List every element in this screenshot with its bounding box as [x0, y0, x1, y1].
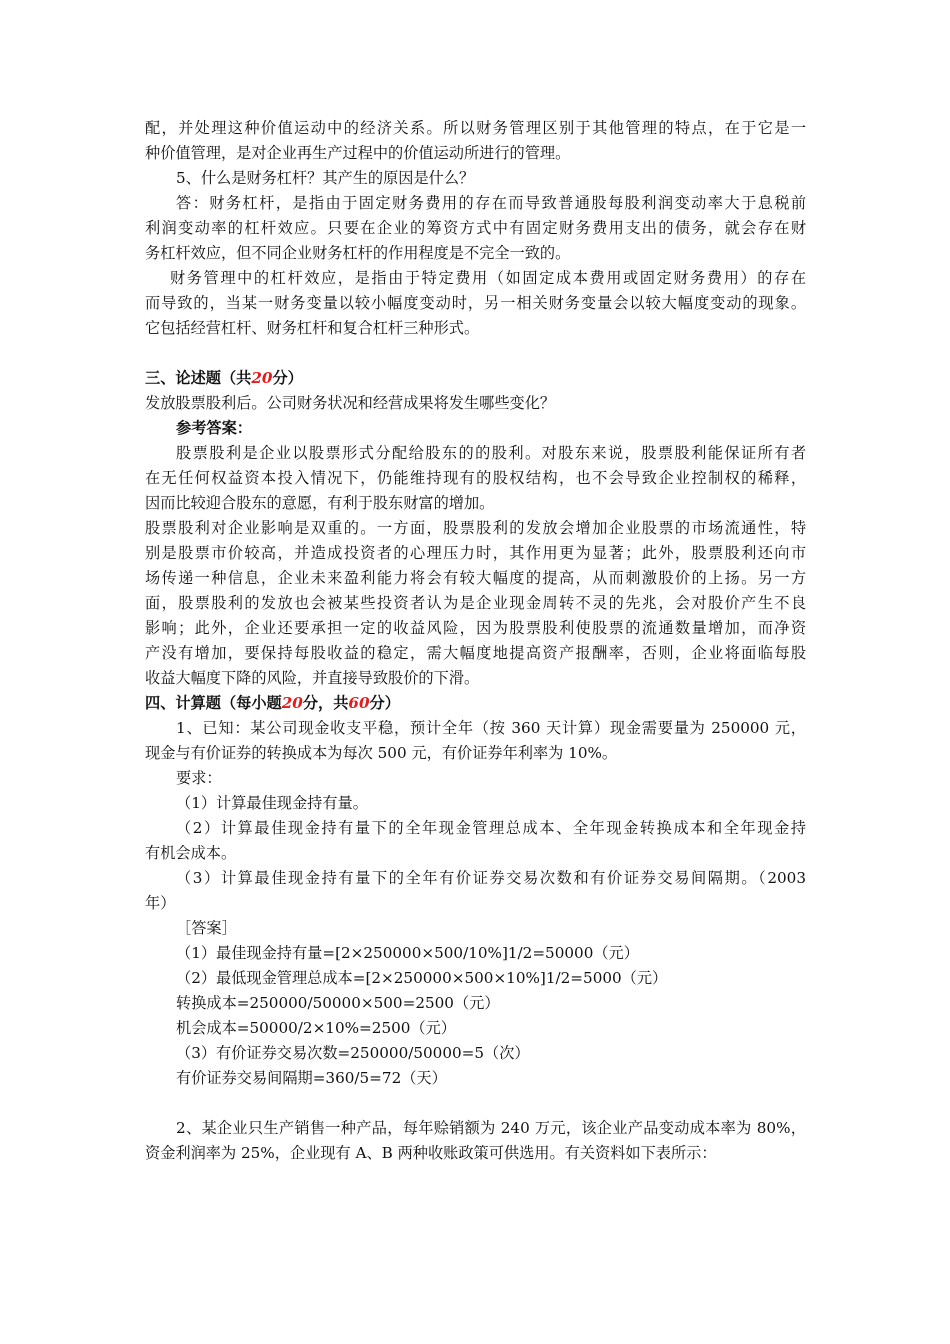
section-4-heading: 四、计算题（每小题20分，共60分） [145, 694, 400, 712]
answer-line: （3）有价证券交易次数=250000/50000=5（次） [176, 1044, 530, 1062]
requirement-2-line: （2）计算最佳现金持有量下的全年现金管理总成本、全年现金转换成本和全年现金持 [176, 819, 806, 837]
essay-question: 发放股票股利后。公司财务状况和经营成果将发生哪些变化？ [145, 394, 556, 412]
answer-5-line: 答：财务杠杆，是指由于固定财务费用的存在而导致普通股每股利润变动率大于息税前 [176, 194, 806, 212]
essay-paragraph-line: 在无任何权益资本投入情况下，仍能维持现有的股权结构，也不会导致企业控制权的稀释， [145, 469, 806, 487]
problem-2-line: 2、某企业只生产销售一种产品，每年赊销额为 240 万元，该企业产品变动成本率为 80%， [176, 1119, 806, 1137]
essay-paragraph-line: 因而比较迎合股东的意愿，有利于股东财富的增加。 [145, 494, 495, 512]
answer-5-line: 利润变动率的杠杆效应。只要在企业的筹资方式中有固定财务费用支出的债务，就会存在财 [145, 219, 806, 237]
requirement-3-line: （3）计算最佳现金持有量下的全年有价证券交易次数和有价证券交易间隔期。（2003 [176, 869, 806, 887]
answer-line: 机会成本=50000/2×10%=2500（元） [176, 1019, 456, 1037]
answer-line: （2）最低现金管理总成本=[2×250000×500×10%]1/2=5000（元） [176, 969, 668, 987]
paragraph-line: 配，并处理这种价值运动中的经济关系。所以财务管理区别于其他管理的特点，在于它是一 [145, 119, 806, 137]
question-5: 5、什么是财务杠杆？其产生的原因是什么？ [176, 169, 475, 187]
score-highlight: 20 [281, 694, 303, 712]
essay-paragraph-line: 别是股票市价较高，并造成投资者的心理压力时，其作用更为显著；此外，股票股利还向市 [145, 544, 806, 562]
reference-answer-label: 参考答案： [176, 419, 252, 437]
answer-line: （1）最佳现金持有量=[2×250000×500/10%]1/2=50000（元） [176, 944, 639, 962]
answer-line: 转换成本=250000/50000×500=2500（元） [176, 994, 500, 1012]
score-highlight: 20 [251, 369, 273, 387]
leverage-paragraph-line: 财务管理中的杠杆效应，是指由于特定费用（如固定成本费用或固定财务费用）的存在 [170, 269, 806, 287]
requirement-1: （1）计算最佳现金持有量。 [176, 794, 368, 812]
requirements-label: 要求： [176, 769, 222, 787]
requirement-2-line: 有机会成本。 [145, 844, 237, 862]
essay-paragraph-line: 影响；此外，企业还要承担一定的收益风险，因为股票股利使股票的流通数量增加，而净资 [145, 619, 806, 637]
requirement-3-line: 年） [145, 894, 176, 912]
answer-line: 有价证券交易间隔期=360/5=72（天） [176, 1069, 447, 1087]
essay-paragraph-line: 场传递一种信息，企业未来盈利能力将会有较大幅度的提高，从而刺激股价的上扬。另一方 [145, 569, 806, 587]
essay-paragraph-line: 面，股票股利的发放也会被某些投资者认为是企业现金周转不灵的先兆，会对股价产生不良 [145, 594, 806, 612]
essay-paragraph-line: 收益大幅度下降的风险，并直接导致股价的下滑。 [145, 669, 480, 687]
section-3-heading: 三、论述题（共20分） [145, 369, 303, 387]
problem-1-line: 现金与有价证券的转换成本为每次 500 元，有价证券年利率为 10%。 [145, 744, 618, 762]
essay-paragraph-line: 股票股利对企业影响是双重的。一方面，股票股利的发放会增加企业股票的市场流通性，特 [145, 519, 806, 537]
essay-paragraph-line: 产没有增加，要保持每股收益的稳定，需大幅度地提高资产报酬率，否则，企业将面临每股 [145, 644, 806, 662]
problem-2-line: 资金利润率为 25%，企业现有 A、B 两种收账政策可供选用。有关资料如下表所示： [145, 1144, 717, 1162]
paragraph-line: 种价值管理，是对企业再生产过程中的价值运动所进行的管理。 [145, 144, 571, 162]
problem-1-line: 1、已知：某公司现金收支平稳，预计全年（按 360 天计算）现金需要量为 250000 元， [176, 719, 806, 737]
answer-5-line: 务杠杆效应，但不同企业财务杠杆的作用程度是不完全一致的。 [145, 244, 571, 262]
essay-paragraph-line: 股票股利是企业以股票形式分配给股东的的股利。对股东来说，股票股利能保证所有者 [176, 444, 806, 462]
leverage-paragraph-line: 而导致的，当某一财务变量以较小幅度变动时，另一相关财务变量会以较大幅度变动的现象。 [145, 294, 806, 312]
score-highlight: 60 [348, 694, 370, 712]
leverage-paragraph-line: 它包括经营杠杆、财务杠杆和复合杠杆三种形式。 [145, 319, 480, 337]
answer-label: ［答案］ [176, 919, 237, 937]
